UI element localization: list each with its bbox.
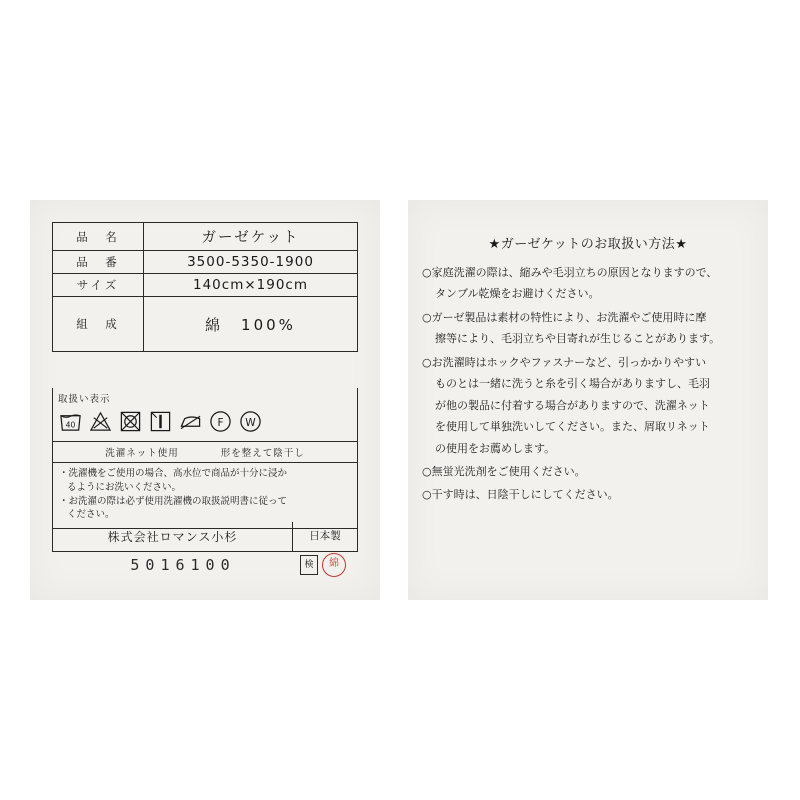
spec-value-name: ガーゼケット bbox=[144, 223, 358, 251]
care-header-label: 取扱い表示 bbox=[58, 394, 111, 405]
manufacturer-row bbox=[52, 522, 358, 552]
instruction-line: ○無蛍光洗剤をご使用ください。 bbox=[422, 464, 586, 478]
table-row bbox=[53, 251, 358, 274]
instruction-line: タンブル乾燥をお避けください。 bbox=[435, 287, 600, 301]
instruction-line: ○ガーゼ製品は素材の特性により、お洗濯やご使用時に摩 bbox=[422, 310, 707, 324]
care-line: ・お洗濯の際は必ず使用洗濯機の取扱説明書に従って bbox=[59, 495, 288, 507]
instruction-line: ○干す時は、日陰干しにしてください。 bbox=[422, 488, 619, 502]
table-row bbox=[53, 297, 358, 352]
instructions-body bbox=[422, 262, 758, 508]
care-note-left: 洗濯ネット使用 bbox=[105, 448, 179, 459]
spec-key-name: 品 名 bbox=[53, 223, 144, 251]
care-note-right: 形を整えて陰干し bbox=[220, 448, 305, 459]
spec-table bbox=[52, 222, 358, 352]
instruction-line: ○家庭洗濯の際は、縮みや毛羽立ちの原因となりますので、 bbox=[422, 266, 718, 279]
spec-value-composition: 綿 100% bbox=[144, 297, 358, 352]
no-bleach-icon bbox=[89, 410, 112, 433]
svg-text:40: 40 bbox=[65, 419, 76, 429]
care-symbol-row bbox=[53, 405, 357, 441]
list-item bbox=[422, 262, 758, 305]
no-tumble-dry-icon bbox=[119, 410, 142, 433]
list-item bbox=[422, 461, 758, 482]
cotton-round-stamp: 綿 bbox=[322, 553, 346, 577]
dry-flat-shade-icon bbox=[149, 410, 172, 433]
instructions-title: ★ガーゼケットのお取扱い方法★ bbox=[488, 237, 688, 252]
product-spec-label bbox=[30, 200, 380, 600]
instruction-line: の使用をお薦めします。 bbox=[435, 441, 556, 455]
product-code: 5016100 bbox=[130, 556, 236, 574]
wet-clean-w-icon bbox=[239, 410, 262, 433]
spec-key-model: 品 番 bbox=[53, 251, 144, 274]
care-line: るようにお洗いください。 bbox=[67, 481, 182, 493]
list-item bbox=[422, 484, 758, 505]
instruction-line: 擦等により、毛羽立ちや目寄れが生じることがあります。 bbox=[435, 332, 721, 346]
code-row bbox=[52, 552, 358, 578]
care-line: ・洗濯機をご使用の場合、高水位で商品が十分に浸か bbox=[59, 468, 288, 479]
country-of-origin: 日本製 bbox=[292, 522, 357, 551]
list-item bbox=[422, 307, 758, 350]
inspection-stamp-group bbox=[288, 553, 358, 577]
spec-key-size: サイズ bbox=[53, 274, 144, 297]
spec-key-composition: 組 成 bbox=[53, 297, 144, 352]
instruction-line: が他の製品に付着する場合がありますので、洗濯ネット bbox=[435, 398, 710, 412]
table-row bbox=[53, 223, 358, 251]
dry-clean-f-icon bbox=[209, 410, 232, 433]
no-iron-icon bbox=[179, 410, 202, 433]
care-line: ください。 bbox=[67, 509, 115, 521]
svg-text:W: W bbox=[245, 416, 256, 429]
care-instruction-box bbox=[52, 388, 358, 529]
instruction-line: を使用して単独洗いしてください。また、屑取リネット bbox=[435, 420, 710, 434]
list-item bbox=[422, 352, 758, 459]
care-note-row bbox=[53, 441, 357, 462]
instruction-line: ものとは一緒に洗うと糸を引く場合がありますし、毛羽 bbox=[435, 377, 710, 391]
manufacturer-name: 株式会社ロマンス小杉 bbox=[107, 530, 238, 544]
instruction-line: ○お洗濯時はホックやファスナーなど、引っかかりやすい bbox=[422, 355, 707, 369]
inspection-square-stamp: 検 bbox=[300, 555, 318, 575]
table-row bbox=[53, 274, 358, 297]
care-detail-text bbox=[53, 462, 357, 528]
spec-value-size: 140cm×190cm bbox=[144, 274, 358, 297]
svg-text:F: F bbox=[217, 416, 224, 429]
wash-40-icon bbox=[59, 410, 82, 433]
care-instructions-label bbox=[408, 200, 768, 600]
spec-value-model: 3500-5350-1900 bbox=[144, 251, 358, 274]
